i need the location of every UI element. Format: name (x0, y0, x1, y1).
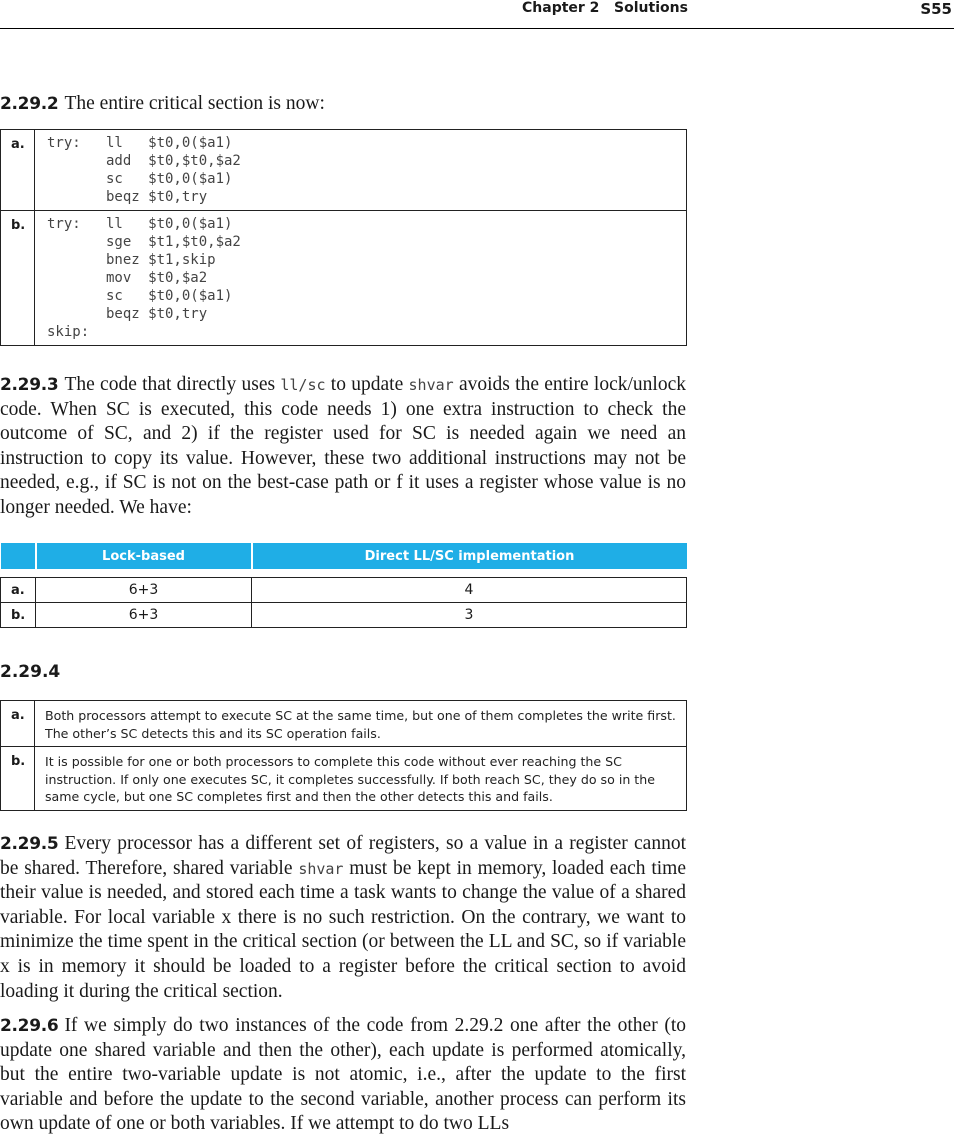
page-number: S55 (920, 0, 952, 18)
code-block-a: try: ll $t0,0($a1) add $t0,$t0,$a2 sc $t0,0($a1) beqz $t0,try (47, 135, 241, 205)
section-text: avoids the entire lock/unlock code. When SC is executed, this code needs 1) one extra instruction to check the outcome of SC, and 2) if the register used for SC is needed again we need an instruction to copy its value. However, these two additional instructions may not be needed, e.g., if SC is not on the best-case path or f it uses a register whose value is no longer needed. We have: (0, 374, 686, 518)
answer-table (0, 700, 687, 811)
answer-row-b (1, 747, 687, 811)
table-row (1, 578, 687, 603)
section-number: 2.29.4 (0, 662, 61, 682)
lock-based-cell: 6+3 (36, 578, 252, 603)
section-text: must be kept in memory, loaded each time their value is needed, and stored each time a task wants to change the value of a shared variable. For local variable x there is no such restriction. On the contrary, we want to minimize the time spent in the critical section (or between the LL and SC, so if variable x is in memory it should be loaded to a register before the critical section to avoid loading it during the critical section. (0, 857, 686, 1002)
code-table (0, 129, 687, 346)
inline-code: shvar (298, 859, 344, 878)
section-2-29-5 (0, 832, 686, 1004)
comparison-table (0, 543, 687, 628)
row-label: b. (1, 747, 35, 811)
header-cell: Direct LL/SC implementation (252, 543, 687, 569)
section-text: to update (325, 374, 409, 395)
header-cell: Lock-based (36, 543, 252, 569)
answer-text: It is possible for one or both processors to complete this code without ever reaching the SC instruction. If only one executes SC, it completes successfully. If both reach SC, they do so in the same cycle, but one SC completes first and then the other detects this and fails. (35, 747, 687, 811)
row-label: b. (1, 603, 36, 628)
section-text: Every processor has a different set of registers, so a value in a register cannot be shared. Therefore, shared variable (0, 833, 686, 879)
direct-cell: 4 (252, 578, 687, 603)
table-row (1, 603, 687, 628)
row-label: a. (1, 130, 35, 211)
section-text: The code that directly uses (64, 374, 281, 395)
row-label: a. (1, 578, 36, 603)
code-row-a (1, 130, 687, 211)
inline-code: ll/sc (280, 376, 326, 394)
section-number: 2.29.2 (0, 94, 59, 114)
answer-row-a (1, 701, 687, 747)
section-number: 2.29.6 (0, 1016, 59, 1036)
header-cell (1, 543, 36, 569)
section-number: 2.29.3 (0, 375, 59, 395)
page-header (0, 0, 954, 29)
inline-code: shvar (408, 376, 454, 394)
code-block-b: try: ll $t0,0($a1) sge $t1,$t0,$a2 bnez $t1,skip mov $t0,$a2 sc $t0,0($a1) beqz $t0,try skip: (47, 216, 241, 340)
row-label: a. (1, 701, 35, 747)
lock-based-cell: 6+3 (36, 603, 252, 628)
answer-text: Both processors attempt to execute SC at the same time, but one of them completes the write first. The other’s SC detects this and its SC operation fails. (35, 701, 687, 747)
section-text: If we simply do two instances of the code from 2.29.2 one after the other (to update one shared variable and then the other), each update is performed atomically, but the entire two-variable update is not atomic, i.e., after the update to the first variable and before the update to the second variable, another process can perform its own update of one or both variables. If we attempt to do two LLs (0, 1015, 686, 1135)
direct-cell: 3 (252, 603, 687, 628)
section-2-29-6 (0, 1014, 686, 1137)
chapter-title: Chapter 2 Solutions (522, 0, 688, 16)
section-2-29-2 (0, 92, 686, 117)
section-2-29-3 (0, 373, 686, 521)
section-text: The entire critical section is now: (64, 93, 325, 114)
row-label: b. (1, 211, 35, 346)
code-row-b (1, 211, 687, 346)
section-number: 2.29.5 (0, 834, 59, 854)
table-header-row (1, 543, 687, 569)
